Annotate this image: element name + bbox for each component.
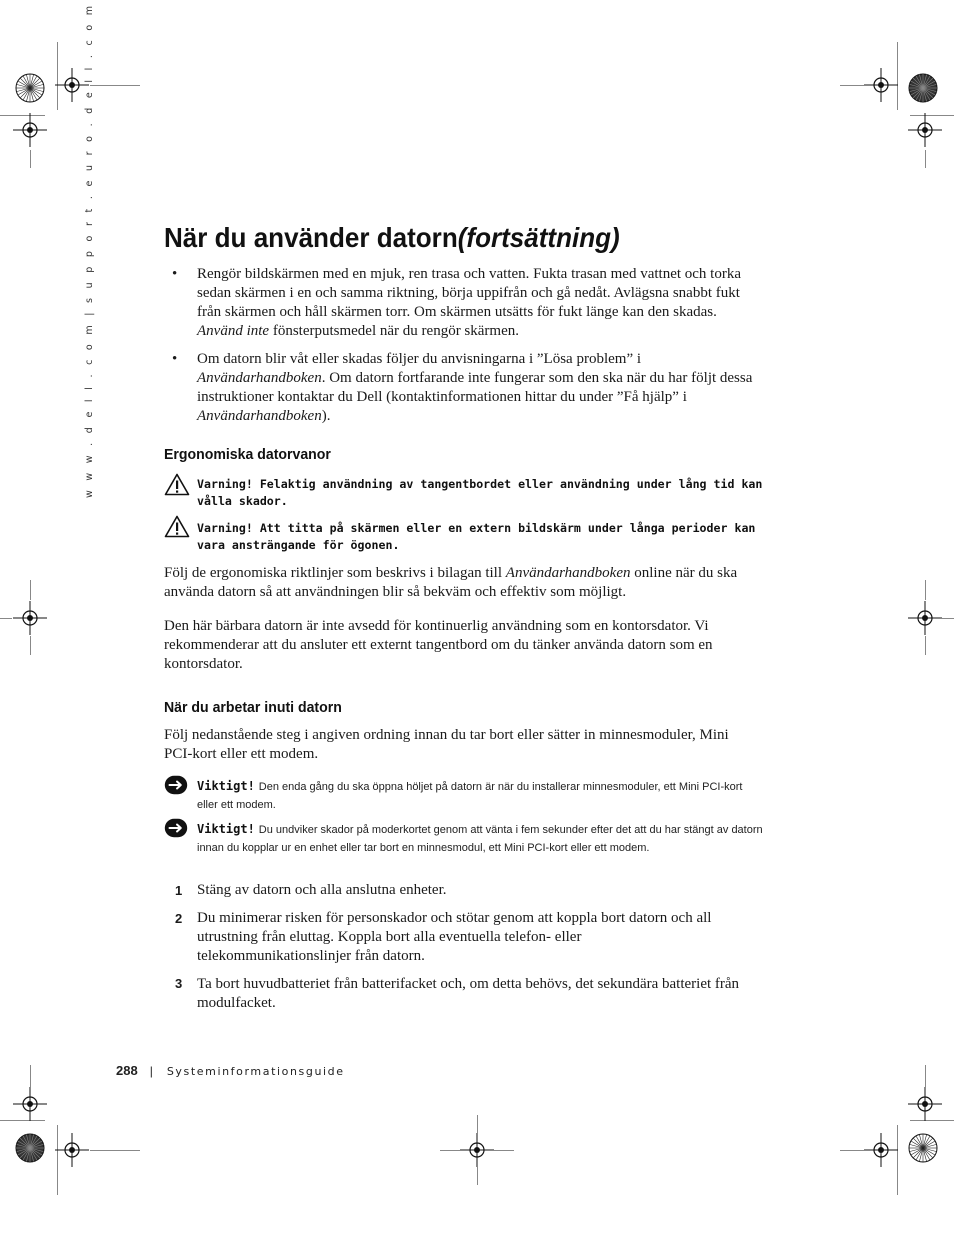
notice-label: Viktigt!: [197, 779, 255, 793]
registration-mark: [460, 1133, 494, 1167]
warning-icon: [164, 515, 190, 543]
notice-label: Viktigt!: [197, 822, 255, 836]
text-run: ).: [321, 408, 331, 424]
notice-body: Den enda gång du ska öppna höljet på datorn är när du installerar minnesmoduler, ett Mini PCI-kort eller ett modem.: [197, 781, 743, 811]
registration-mark: [908, 1087, 942, 1121]
crop-line: [840, 1150, 867, 1153]
crop-line: [494, 1150, 516, 1153]
text-run: online när du ska använda datorn så att användningen blir så bekväm och effektiv som möjligt.: [164, 565, 738, 600]
warning-text-2: Varning! Att titta på skärmen eller en extern bildskärm under långa perioder kan vara ansträngande för ögonen.: [197, 521, 756, 552]
registration-mark: [908, 601, 942, 635]
step-number: 2: [175, 911, 183, 926]
crop-line: [897, 42, 900, 112]
registration-mark: [864, 1133, 898, 1167]
step-text-2: Du minimerar risken för personskador och stötar genom att koppla bort datorn och all utrustning från eluttag. Koppla bort alla eventuella telefon- eller telekommunikationslinjer från datorn.: [197, 910, 712, 964]
registration-mark: [13, 113, 47, 147]
crop-line: [440, 1150, 462, 1153]
bullet-paragraph-1: [197, 265, 757, 341]
crop-line: [477, 1167, 480, 1187]
color-bar-mark: [908, 73, 938, 103]
guide-name: Systeminformationsguide: [166, 1065, 345, 1078]
notice-text-2: [197, 821, 787, 857]
page-footer: [116, 1063, 345, 1078]
text-run: Rengör bildskärmen med en mjuk, ren trasa och vatten. Fukta trasan med vattnet och torka sedan skärmen i en och samma riktning, börja uppifrån och gå nedåt. Avlägsna snabbt fukt från skärmen och håll skärmen torr. Om skärmen utsätts för fukt länge kan den skadas.: [197, 266, 742, 320]
text-run: fönsterputsmedel när du rengör skärmen.: [269, 323, 520, 339]
crop-line: [90, 1150, 142, 1153]
crop-line: [910, 1120, 954, 1123]
crop-line: [925, 150, 928, 170]
crop-line: [925, 580, 928, 602]
color-bar-mark: [15, 73, 45, 103]
crop-line: [90, 85, 142, 88]
color-bar-mark: [908, 1133, 938, 1163]
crop-line: [942, 618, 954, 621]
registration-mark: [864, 68, 898, 102]
crop-line: [925, 636, 928, 657]
notice-body: Du undviker skador på moderkortet genom att vänta i fem sekunder efter det att du har stängt av datorn innan du kopplar ur en enhet eller tar bort en minnesmodul, ett Mini PCI-kort eller ett modem.: [197, 824, 763, 854]
emphasis: Användarhandboken: [197, 408, 322, 424]
registration-mark: [13, 1087, 47, 1121]
step-text-3: Ta bort huvudbatteriet från batterifacket och, om detta behövs, det sekundära batteriet från modulfacket.: [197, 976, 740, 1011]
bullet-marker: •: [172, 266, 178, 282]
notice-text-1: [197, 778, 757, 814]
crop-line: [925, 1065, 928, 1089]
registration-mark: [908, 113, 942, 147]
emphasis: Användarhandboken: [197, 370, 322, 386]
bullet-paragraph-2: [197, 350, 772, 426]
page-title-main: När du använder datorn: [164, 222, 458, 253]
registration-mark: [13, 601, 47, 635]
section-heading-inside-computer: När du arbetar inuti datorn: [164, 699, 342, 716]
ergonomics-paragraph-2: Den här bärbara datorn är inte avsedd för kontinuerlig användning som en kontorsdator. Vi rekommenderar att du ansluter ett externt tangentbord om du tänker använda datorn som en kontorsdator.: [164, 618, 713, 672]
page-title: [164, 222, 620, 254]
registration-mark: [55, 1133, 89, 1167]
step-number: 1: [175, 883, 183, 898]
inside-intro-paragraph: Följ nedanstående steg i angiven ordning innan du tar bort eller sätter in minnesmoduler, Mini PCI-kort eller ett modem.: [164, 727, 729, 762]
text-run: . Om datorn fortfarande inte fungerar som den ska när du har följt dessa instruktioner kontaktar du Dell (kontaktinformationen hittar du under ”Få hjälp” i: [197, 370, 753, 405]
crop-line: [0, 115, 47, 118]
crop-line: [57, 1125, 60, 1197]
crop-line: [0, 1120, 47, 1123]
emphasis: Använd inte: [197, 323, 270, 339]
notice-icon: [164, 818, 188, 843]
ergonomics-paragraph-1: [164, 564, 739, 602]
crop-line: [897, 1125, 900, 1197]
page-title-continued: (fortsättning): [457, 222, 620, 253]
side-url: w w w . d e l l . c o m | s u p p o r t . e u r o . d e l l . c o m: [84, 2, 95, 498]
crop-line: [910, 115, 954, 118]
text-run: Om datorn blir våt eller skadas följer du anvisningarna i ”Lösa problem” i: [197, 351, 642, 367]
crop-line: [0, 618, 14, 621]
crop-line: [840, 85, 867, 88]
text-run: Följ de ergonomiska riktlinjer som beskrivs i bilagan till: [164, 565, 506, 581]
section-heading-ergonomics: Ergonomiska datorvanor: [164, 446, 331, 463]
crop-line: [477, 1115, 480, 1135]
crop-line: [30, 150, 33, 170]
color-bar-mark: [15, 1133, 45, 1163]
bullet-marker: •: [172, 351, 178, 367]
step-number: 3: [175, 976, 183, 991]
warning-text-1: Varning! Felaktig användning av tangentbordet eller användning under lång tid kan vålla skador.: [197, 477, 763, 508]
crop-line: [30, 1065, 33, 1089]
page-number: 288: [116, 1063, 138, 1078]
emphasis: Användarhandboken: [505, 565, 631, 581]
step-text-1: Stäng av datorn och alla anslutna enheter.: [197, 882, 447, 898]
crop-line: [57, 42, 60, 112]
footer-separator: |: [149, 1064, 153, 1078]
notice-icon: [164, 775, 188, 800]
crop-line: [30, 580, 33, 602]
warning-icon: [164, 473, 190, 501]
crop-line: [30, 636, 33, 657]
